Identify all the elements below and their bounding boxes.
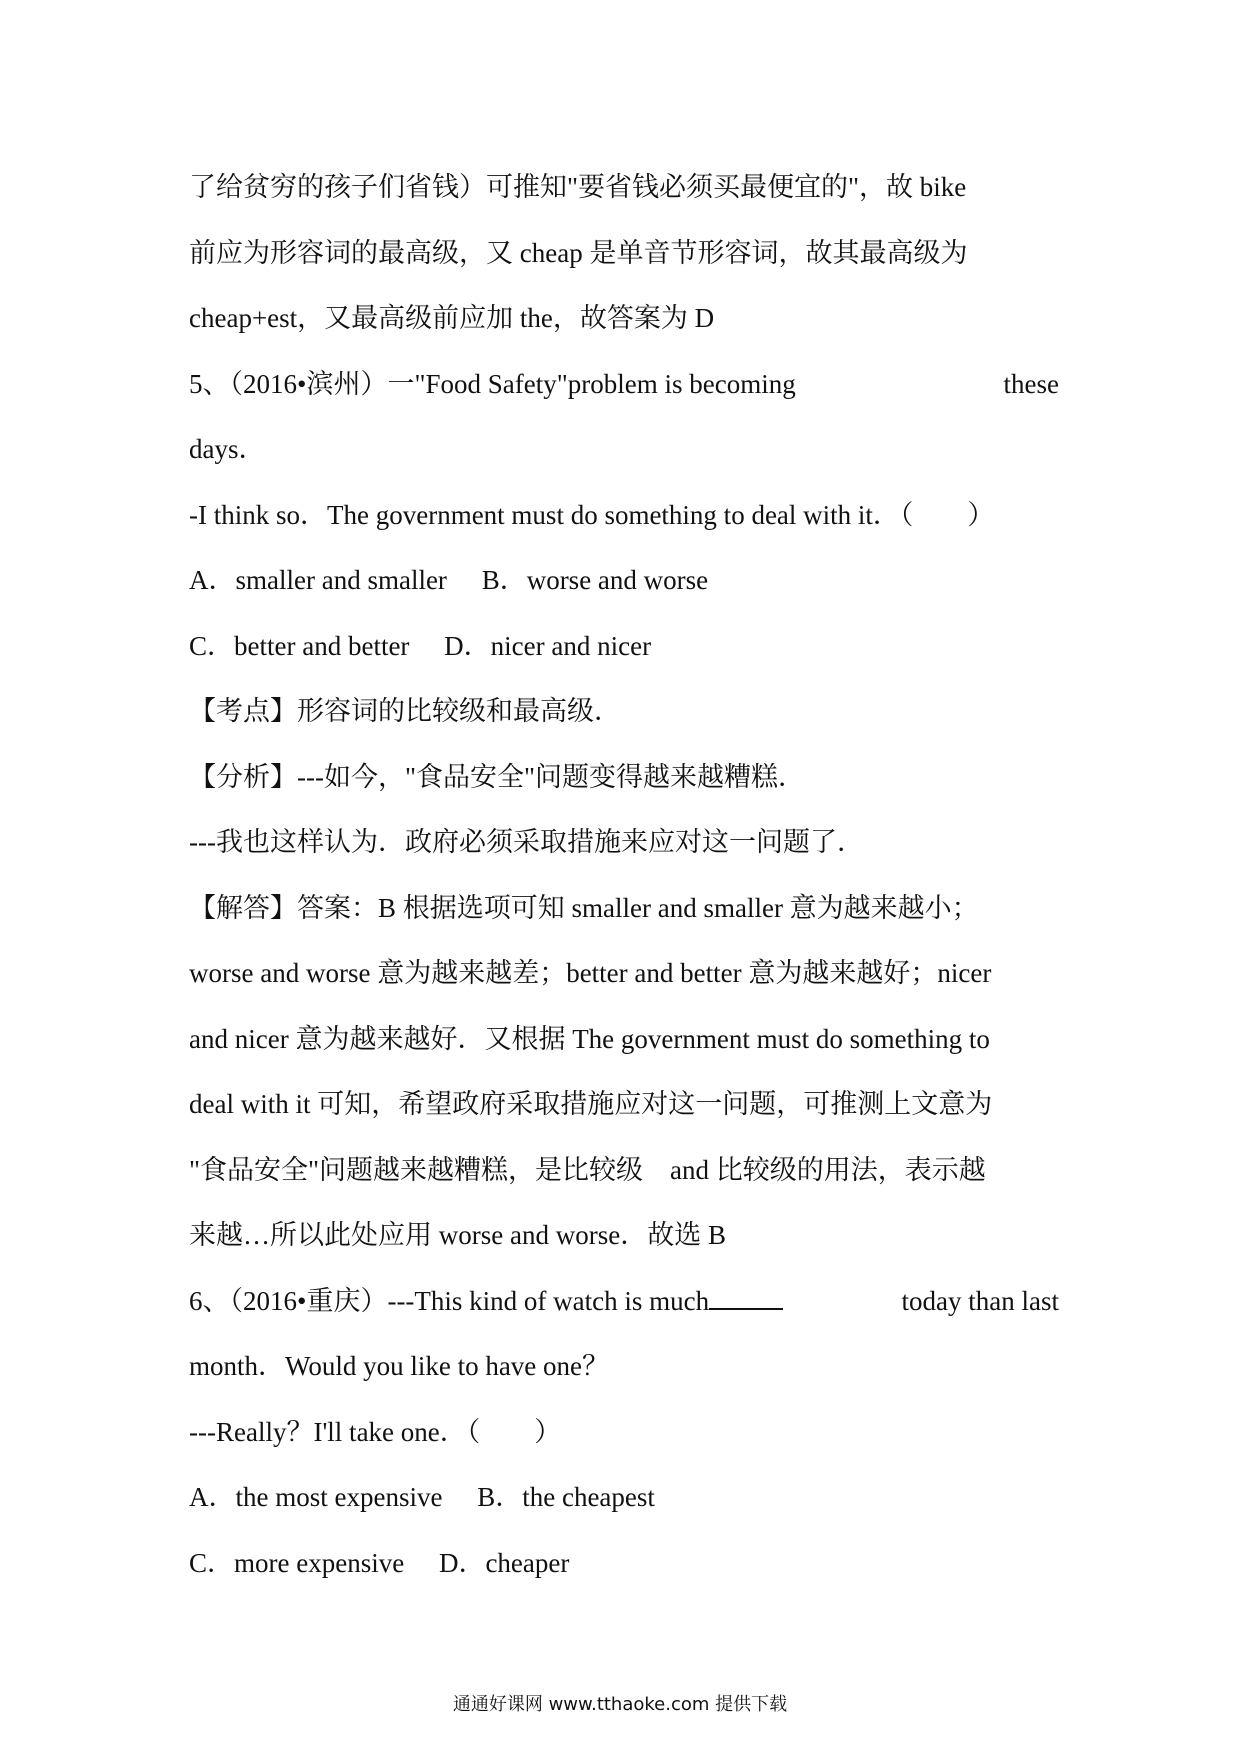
page-footer: 通通好课网 www.tthaoke.com 提供下载 (452, 1694, 788, 1715)
question-6-stem-end: today than last (901, 1285, 1059, 1316)
option-d: D．nicer and nicer (444, 630, 652, 661)
question-5-options-ab (189, 548, 1059, 614)
question-5-stem (189, 352, 1059, 418)
question-5-jieda-line: 【解答】答案：B 根据选项可知 smaller and smaller 意为越来越小； (189, 892, 979, 923)
question-6-options-cd (189, 1531, 1059, 1597)
question-5-stem-start: 5、（2016•滨州）一"Food Safety"problem is becoming (189, 368, 796, 399)
question-5-reply: -I think so．The government must do something to deal with it．（ ） (189, 499, 995, 530)
question-5-options-cd (189, 614, 1059, 680)
question-5-jieda-line: deal with it 可知，希望政府采取措施应对这一问题，可推测上文意为 (189, 1089, 993, 1119)
question-6-options-ab (189, 1465, 1059, 1531)
question-6-stem-line2: month．Would you like to have one？ (189, 1351, 610, 1381)
option-a: A．the most expensive (189, 1482, 443, 1512)
question-5-jieda-line: 来越…所以此处应用 worse and worse．故选 B (189, 1220, 726, 1250)
option-b: B．worse and worse (481, 565, 709, 595)
answer-blank (709, 1286, 783, 1310)
question-6-stem-start-group (189, 1269, 783, 1335)
option-a: A．smaller and smaller (189, 565, 447, 595)
question-5-jieda-line: and nicer 意为越来越好．又根据 The government must do something to (189, 1023, 990, 1054)
option-b: B．the cheapest (477, 1482, 655, 1512)
option-c: C．better and better (189, 630, 410, 661)
question-5-kaodian: 【考点】形容词的比较级和最高级． (189, 696, 621, 726)
text-line: 了给贫穷的孩子们省钱）可推知"要省钱必须买最便宜的"，故 bike (189, 172, 967, 202)
question-5-jieda-line: "食品安全"问题越来越糟糕，是比较级 and 比较级的用法，表示越 (189, 1154, 986, 1185)
text-line: 前应为形容词的最高级，又 cheap 是单音节形容词，故其最高级为 (189, 237, 968, 268)
text-line: cheap+est，又最高级前应加 the，故答案为 D (189, 303, 715, 333)
question-6-reply: ---Really？I'll take one．（ ） (189, 1416, 562, 1447)
question-6-stem (189, 1269, 1059, 1335)
question-5-jieda-line: worse and worse 意为越来越差；better and better 意为越来越好；nicer (189, 958, 992, 988)
question-5-stem-line2: days． (189, 434, 266, 464)
document-body (189, 155, 1059, 1596)
question-5-stem-end: these (1003, 368, 1059, 399)
option-c: C．more expensive (189, 1547, 405, 1578)
question-6-stem-start: 6、（2016•重庆）---This kind of watch is much (189, 1285, 710, 1316)
question-5-fenxi-2: ---我也这样认为．政府必须采取措施来应对这一问题了． (189, 827, 864, 857)
option-d: D．cheaper (438, 1547, 570, 1578)
question-5-fenxi: 【分析】---如今，"食品安全"问题变得越来越糟糕． (189, 761, 806, 792)
